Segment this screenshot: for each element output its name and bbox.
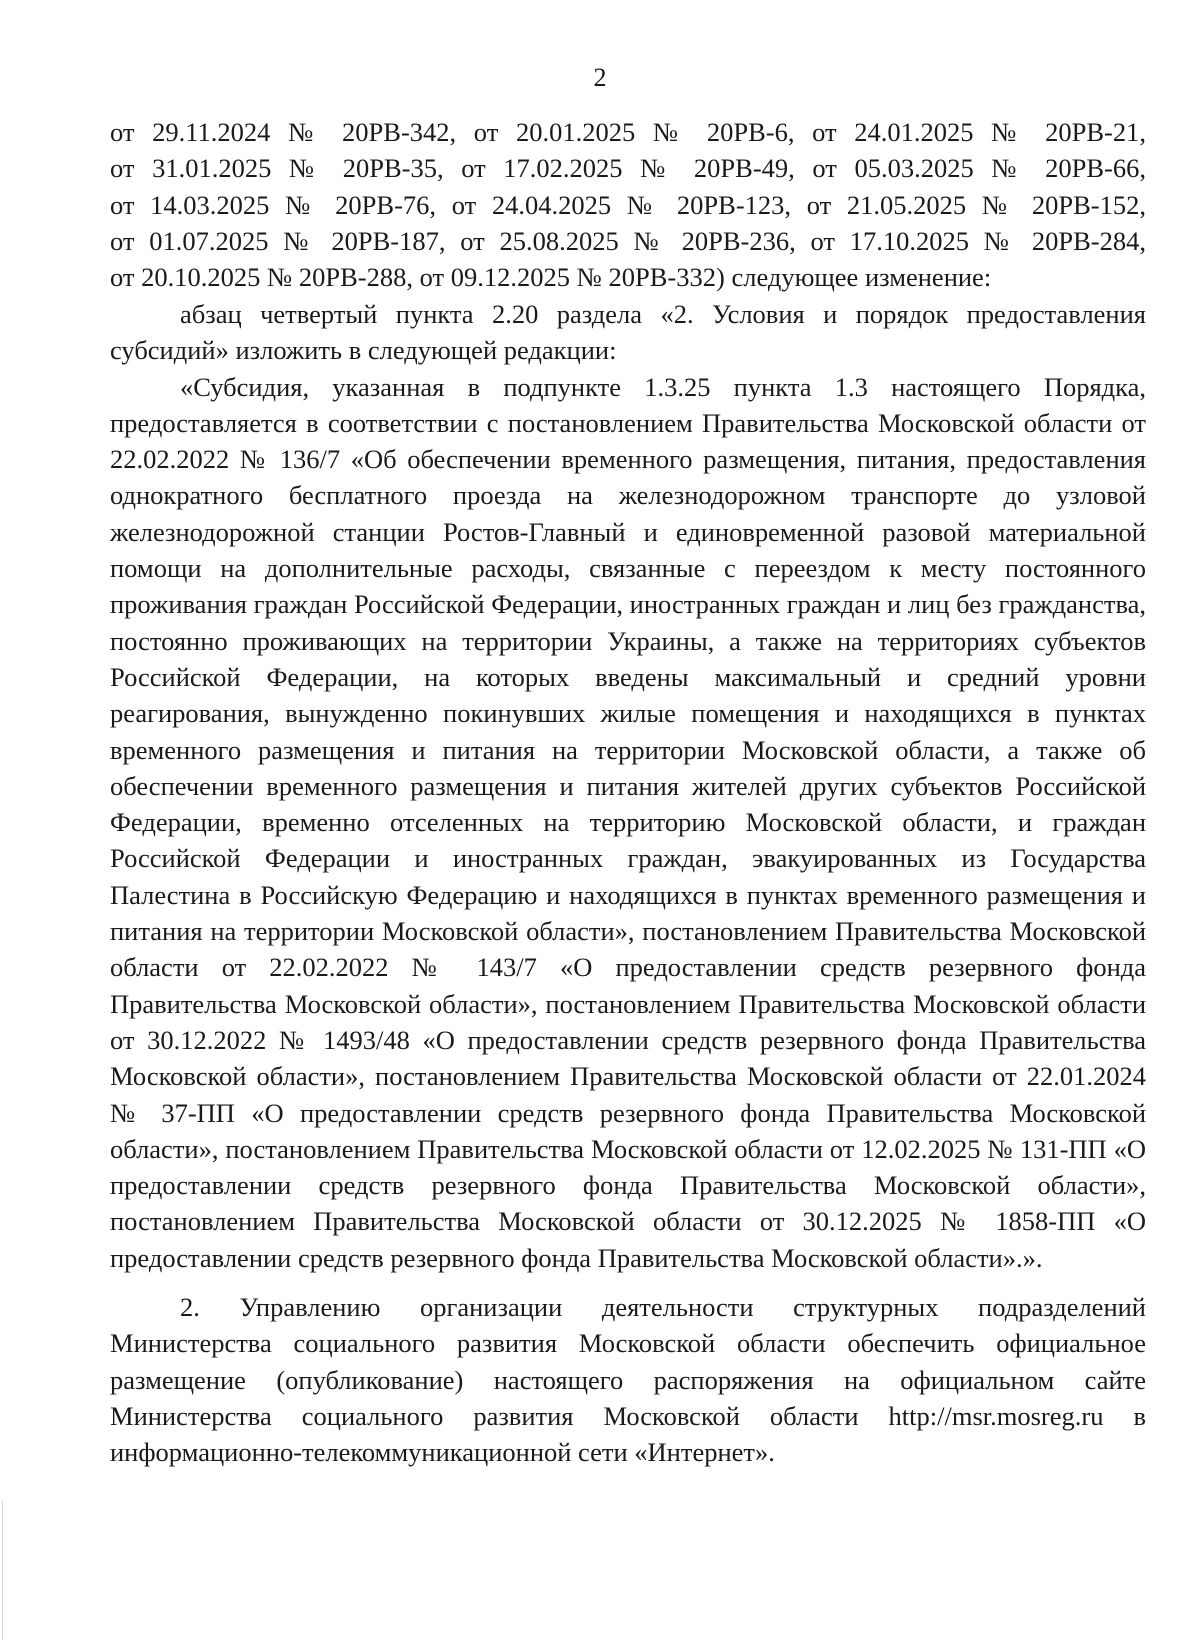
scan-edge-line [2, 1500, 3, 1640]
paragraph-item-2: 2. Управлению организации деятельности структурных подразделений Министерства социального развития Московской области обеспечить официальное размещение (опубликование) настоящего распоряжения на официальном сайте Министерства социального развития Московской области http://msr.mosreg.ru в информационно-телекоммуникационной сети «Интернет». [110, 1292, 1146, 1468]
page-number: 2 [593, 63, 607, 92]
intro-line: от 01.07.2025 № 20РВ-187, от 25.08.2025 № 20РВ-236, от 17.10.2025 № 20РВ-284, [110, 225, 1146, 256]
intro-line: от 31.01.2025 № 20РВ-35, от 17.02.2025 № 20РВ-49, от 05.03.2025 № 20РВ-66, [110, 153, 1146, 184]
intro-line: от 29.11.2024 № 20РВ-342, от 20.01.2025 № 20РВ-6, от 24.01.2025 № 20РВ-21, [110, 117, 1146, 147]
intro-line: от 14.03.2025 № 20РВ-76, от 24.04.2025 № 20РВ-123, от 21.05.2025 № 20РВ-152, [110, 189, 1146, 220]
intro-line: от 20.10.2025 № 20РВ-288, от 09.12.2025 № 20РВ-332) следующее изменение: [110, 262, 992, 293]
paragraph-amendment-intro: абзац четвертый пункта 2.20 раздела «2. Условия и порядок предоставления субсидий» изложить в следующей редакции: [110, 299, 1146, 366]
main-text [110, 296, 1146, 1471]
paragraph-subsidy-text: «Субсидия, указанная в подпункте 1.3.25 пункта 1.3 настоящего Порядка, предоставляется в соответствии с постановлением Правительства Московской области от 22.02.2022 № 136/7 «Об обеспечении временного размещения, питания, предоставления однократного бесплатного проезда на железнодорожном транспорте до узловой железнодорожной станции Ростов-Главный и единовременной разовой материальной помощи на дополнительные расходы, связанные с переездом к месту постоянного проживания граждан Российской Федерации, иностранных граждан и лиц без гражданства, постоянно проживающих на территории Украины, а также на территориях субъектов Российской Федерации, на которых введены максимальный и средний уровни реагирования, вынужденно покинувших жилые помещения и находящихся в пунктах временного размещения и питания на территории Московской области, а также об обеспечении временного размещения и питания жителей других субъектов Российской Федерации, временно отселенных на территорию Московской области, и граждан Российской Федерации и иностранных граждан, эвакуированных из Государства Палестина в Российскую Федерацию и находящихся в пунктах временного размещения и питания на территории Московской области», постановлением Правительства Московской области от 22.02.2022 № 143/7 «О предоставлении средств резервного фонда Правительства Московской области», постановлением Правительства Московской области от 30.12.2022 № 1493/48 «О предоставлении средств резервного фонда Правительства Московской области», постановлением Правительства Московской области от 22.01.2024 № 37-ПП «О предоставлении средств резервного фонда Правительства Московской области», постановлением Правительства Московской области от 12.02.2025 № 131-ПП «О предоставлении средств резервного фонда Правительства Московской области», постановлением Правительства Московской области от 30.12.2025 № 1858-ПП «О предоставлении средств резервного фонда Правительства Московской области».». [110, 371, 1146, 1273]
intro-block [110, 114, 1146, 295]
